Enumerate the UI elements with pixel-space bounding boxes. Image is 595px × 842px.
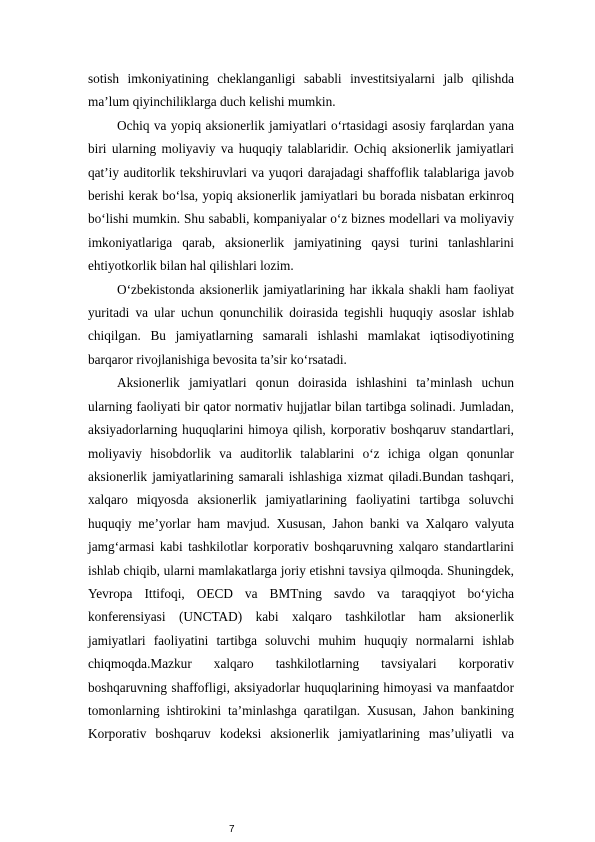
paragraph-regulation: Aksionerlik jamiyatlari qonun doirasida ishlashini ta’minlash uchun ularning faoliyati bir qator normativ hujjatlar bilan tartibga solinadi. Jumladan, aksiyadorlarning huquqlarini himoya qilish, korporativ boshqaruv standartlari, moliyaviy hisobdorlik va auditorlik talablarini o‘z ichiga olgan qonunlar aksionerlik jamiyatlarining samarali ishlashiga xizmat qiladi.Bundan tashqari, xalqaro miqyosda aksionerlik jamiyatlarining faoliyatini tartibga soluvchi huquqiy me’yorlar ham mavjud. Xususan, Jahon banki va Xalqaro valyuta jamg‘armasi kabi tashkilotlar korporativ boshqaruvning xalqaro standartlarini ishlab chiqib, ularni mamlakatlarga joriy etishni tavsiya qilmoqda. Shuningdek, Yevropa Ittifoqi, OECD va BMTning savdo va taraqqiyot bo‘yicha konferensiyasi (UNCTAD) kabi xalqaro tashkilotlar ham aksionerlik jamiyatlari faoliyatini tartibga soluvchi muhim huquqiy normalarni ishlab chiqmoqda.Mazkur xalqaro tashkilotlarning tavsiyalari korporativ boshqaruvning shaffofligi, aksiyadorlar huquqlarining himoyasi va manfaatdor tomonlarning ishtirokini ta’minlashga qaratilgan. Xususan, Jahon bankining Korporativ boshqaruv kodeksi aksionerlik jamiyatlarining mas’uliyatli va xyxy=(88,375,514,742)
paragraph-uzbekistan: O‘zbekistonda aksionerlik jamiyatlarining har ikkala shakli ham faoliyat yuritadi va ular uchun qonunchilik doirasida tegishli huquqiy asoslar ishlab chiqilgan. Bu jamiyatlarning samarali ishlashi mamlakat iqtisodiyotining barqaror rivojlanishiga bevosita ta’sir ko‘rsatadi. xyxy=(88,281,514,367)
paragraph-differences: Ochiq va yopiq aksionerlik jamiyatlari o‘rtasidagi asosiy farqlardan yana biri ularning moliyaviy va huquqiy talablaridir. Ochiq aksionerlik jamiyatlari qat’iy auditorlik tekshiruvlari va yuqori darajadagi shaffoflik talablariga javob berishi kerak bo‘lsa, yopiq aksionerlik jamiyatlari bu borada nisbatan erkinroq bo‘lishi mumkin. Shu sababli, kompaniyalar o‘z biznes modellari va moliyaviy imkoniyatlariga qarab, aksionerlik jamiyatining qaysi turini tanlashlarini ehtiyotkorlik bilan hal qilishlari lozim. xyxy=(88,117,514,274)
page-number: 7 xyxy=(229,824,235,835)
document-page xyxy=(88,67,514,746)
paragraph-continuation: sotish imkoniyatining cheklanganligi sababli investitsiyalarni jalb qilishda ma’lum qiyinchiliklarga duch kelishi mumkin. xyxy=(88,71,514,110)
